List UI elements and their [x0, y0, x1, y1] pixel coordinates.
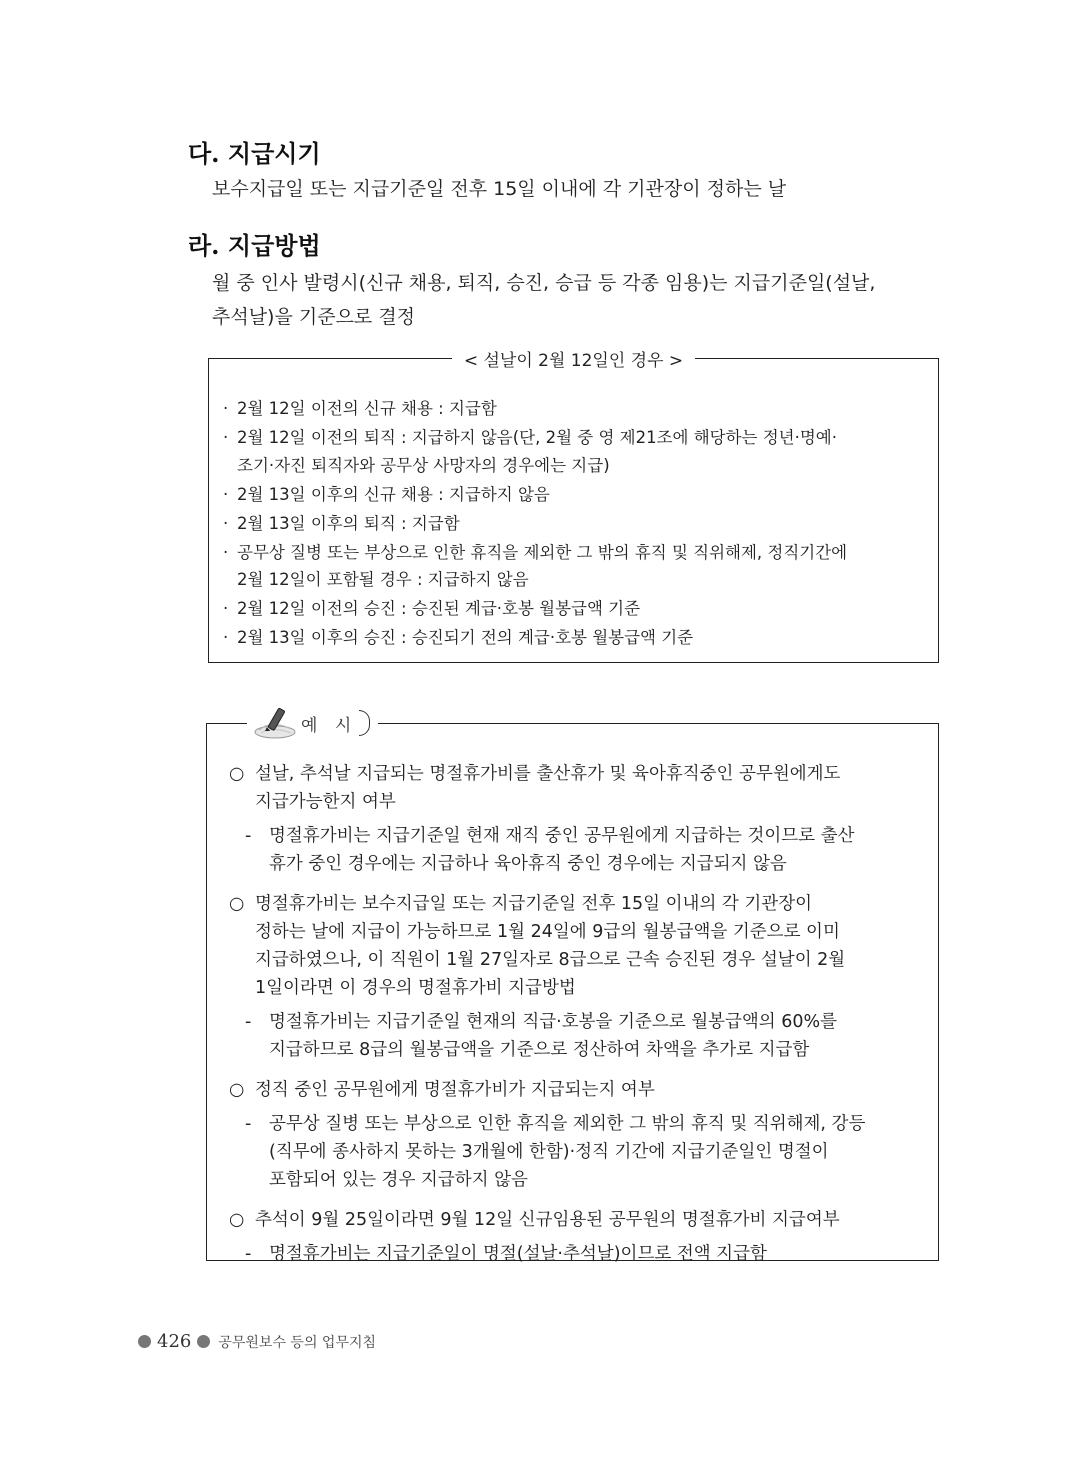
item-text: 2월 12일 이전의 신규 채용 : 지급함 — [237, 399, 497, 418]
list-item — [223, 539, 928, 594]
page-number: 426 — [157, 1331, 192, 1352]
answer-text: 명절휴가비는 지급기준일 현재의 직급·호봉을 기준으로 월봉급액의 60%를 — [269, 1012, 838, 1032]
list-item — [223, 481, 928, 509]
item-text: 조기·자진 퇴직자와 공무상 사망자의 경우에는 지급) — [237, 455, 610, 475]
answer-item — [229, 1008, 920, 1064]
bullet-marker: · — [223, 513, 229, 533]
item-text: 공무상 질병 또는 부상으로 인한 휴직을 제외한 그 밖의 휴직 및 직위해제, 정직기간에 — [237, 542, 848, 562]
question-item — [229, 890, 920, 1002]
example-list — [229, 760, 920, 1268]
pencil-note-icon — [253, 706, 297, 740]
dash-marker: - — [245, 1012, 252, 1032]
question-text: 1일이라면 이 경우의 명절휴가비 지급방법 — [255, 978, 576, 998]
case-list — [223, 395, 928, 653]
bullet-marker: · — [223, 399, 229, 418]
item-text: 2월 12일 이전의 퇴직 : 지급하지 않음(단, 2월 중 영 제21조에 해당하는 정년·명예· — [237, 428, 837, 447]
body-line: 추석날)을 기준으로 결정 — [212, 306, 416, 328]
circle-marker: ○ — [229, 894, 245, 914]
bullet-marker: · — [223, 599, 229, 618]
circle-marker: ○ — [229, 1210, 245, 1230]
bullet-marker: · — [223, 484, 229, 504]
item-text: 2월 13일 이후의 퇴직 : 지급함 — [237, 513, 460, 533]
answer-text: 포함되어 있는 경우 지급하지 않음 — [269, 1170, 528, 1190]
case-box-title — [209, 346, 938, 371]
label-bracket — [359, 710, 370, 736]
circle-marker: ○ — [229, 1080, 245, 1100]
question-text: 지급하였으나, 이 직원이 1월 27일자로 8급으로 근속 승진된 경우 설날이 2월 — [255, 950, 846, 970]
question-text: 정직 중인 공무원에게 명절휴가비가 지급되는지 여부 — [255, 1080, 655, 1100]
item-text: 2월 12일 이전의 승진 : 승진된 계급·호봉 월봉급액 기준 — [237, 599, 641, 618]
answer-text: 공무상 질병 또는 부상으로 인한 휴직을 제외한 그 밖의 휴직 및 직위해제, 강등 — [269, 1114, 866, 1134]
answer-item — [229, 822, 920, 878]
bullet-marker: · — [223, 428, 229, 447]
example-box — [206, 715, 939, 1264]
item-text: 2월 13일 이후의 승진 : 승진되기 전의 계급·호봉 월봉급액 기준 — [237, 628, 694, 647]
answer-text: 지급하므로 8급의 월봉급액을 기준으로 정산하여 차액을 추가로 지급함 — [269, 1040, 810, 1060]
example-label: 예 시 — [301, 715, 358, 736]
question-text: 설날, 추석날 지급되는 명절휴가비를 출산휴가 및 육아휴직중인 공무원에게도 — [255, 764, 841, 784]
question-item — [229, 1206, 920, 1234]
example-tab — [247, 706, 378, 740]
case-box-title-text: < 설날이 2월 12일인 경우 > — [452, 351, 695, 371]
dash-marker: - — [245, 1244, 252, 1264]
section-heading-payment-timing: 다. 지급시기 — [188, 139, 321, 168]
question-text: 지급가능한지 여부 — [255, 792, 396, 812]
bullet-marker: · — [223, 628, 229, 647]
dash-marker: - — [245, 1114, 252, 1134]
case-box — [208, 351, 939, 663]
question-text: 추석이 9월 25일이라면 9월 12일 신규임용된 공무원의 명절휴가비 지급여부 — [255, 1210, 840, 1230]
answer-text: (직무에 종사하지 못하는 3개월에 한함)·정직 기간에 지급기준일인 명절이 — [269, 1142, 829, 1162]
question-item — [229, 1076, 920, 1104]
page-footer — [138, 1331, 376, 1352]
section-body-payment-timing: 보수지급일 또는 지급기준일 전후 15일 이내에 각 기관장이 정하는 날 — [212, 178, 787, 200]
item-text: 2월 12일이 포함될 경우 : 지급하지 않음 — [237, 570, 529, 589]
answer-text: 명절휴가비는 지급기준일이 명절(설날·추석날)이므로 전액 지급함 — [269, 1244, 767, 1264]
question-text: 명절휴가비는 보수지급일 또는 지급기준일 전후 15일 이내의 각 기관장이 — [255, 894, 813, 914]
circle-marker: ○ — [229, 764, 245, 784]
body-line: 월 중 인사 발령시(신규 채용, 퇴직, 승진, 승급 등 각종 임용)는 지급기준일(설날, — [212, 272, 876, 294]
answer-text: 휴가 중인 경우에는 지급하나 육아휴직 중인 경우에는 지급되지 않음 — [269, 854, 787, 874]
list-item — [223, 424, 928, 479]
answer-item — [229, 1110, 920, 1194]
footer-dot-icon — [138, 1335, 151, 1348]
list-item — [223, 395, 928, 423]
question-item — [229, 760, 920, 816]
bullet-marker: · — [223, 542, 229, 562]
section-body-payment-method — [212, 266, 942, 334]
list-item — [223, 510, 928, 538]
list-item — [223, 595, 928, 623]
question-text: 정하는 날에 지급이 가능하므로 1월 24일에 9급의 월봉급액을 기준으로 이미 — [255, 922, 840, 942]
list-item — [223, 624, 928, 652]
footer-dot-icon — [197, 1335, 210, 1348]
item-text: 2월 13일 이후의 신규 채용 : 지급하지 않음 — [237, 484, 550, 504]
section-heading-payment-method: 라. 지급방법 — [188, 231, 321, 260]
answer-item — [229, 1240, 920, 1268]
dash-marker: - — [245, 826, 252, 846]
answer-text: 명절휴가비는 지급기준일 현재 재직 중인 공무원에게 지급하는 것이므로 출산 — [269, 826, 855, 846]
footer-title: 공무원보수 등의 업무지침 — [218, 1334, 377, 1351]
